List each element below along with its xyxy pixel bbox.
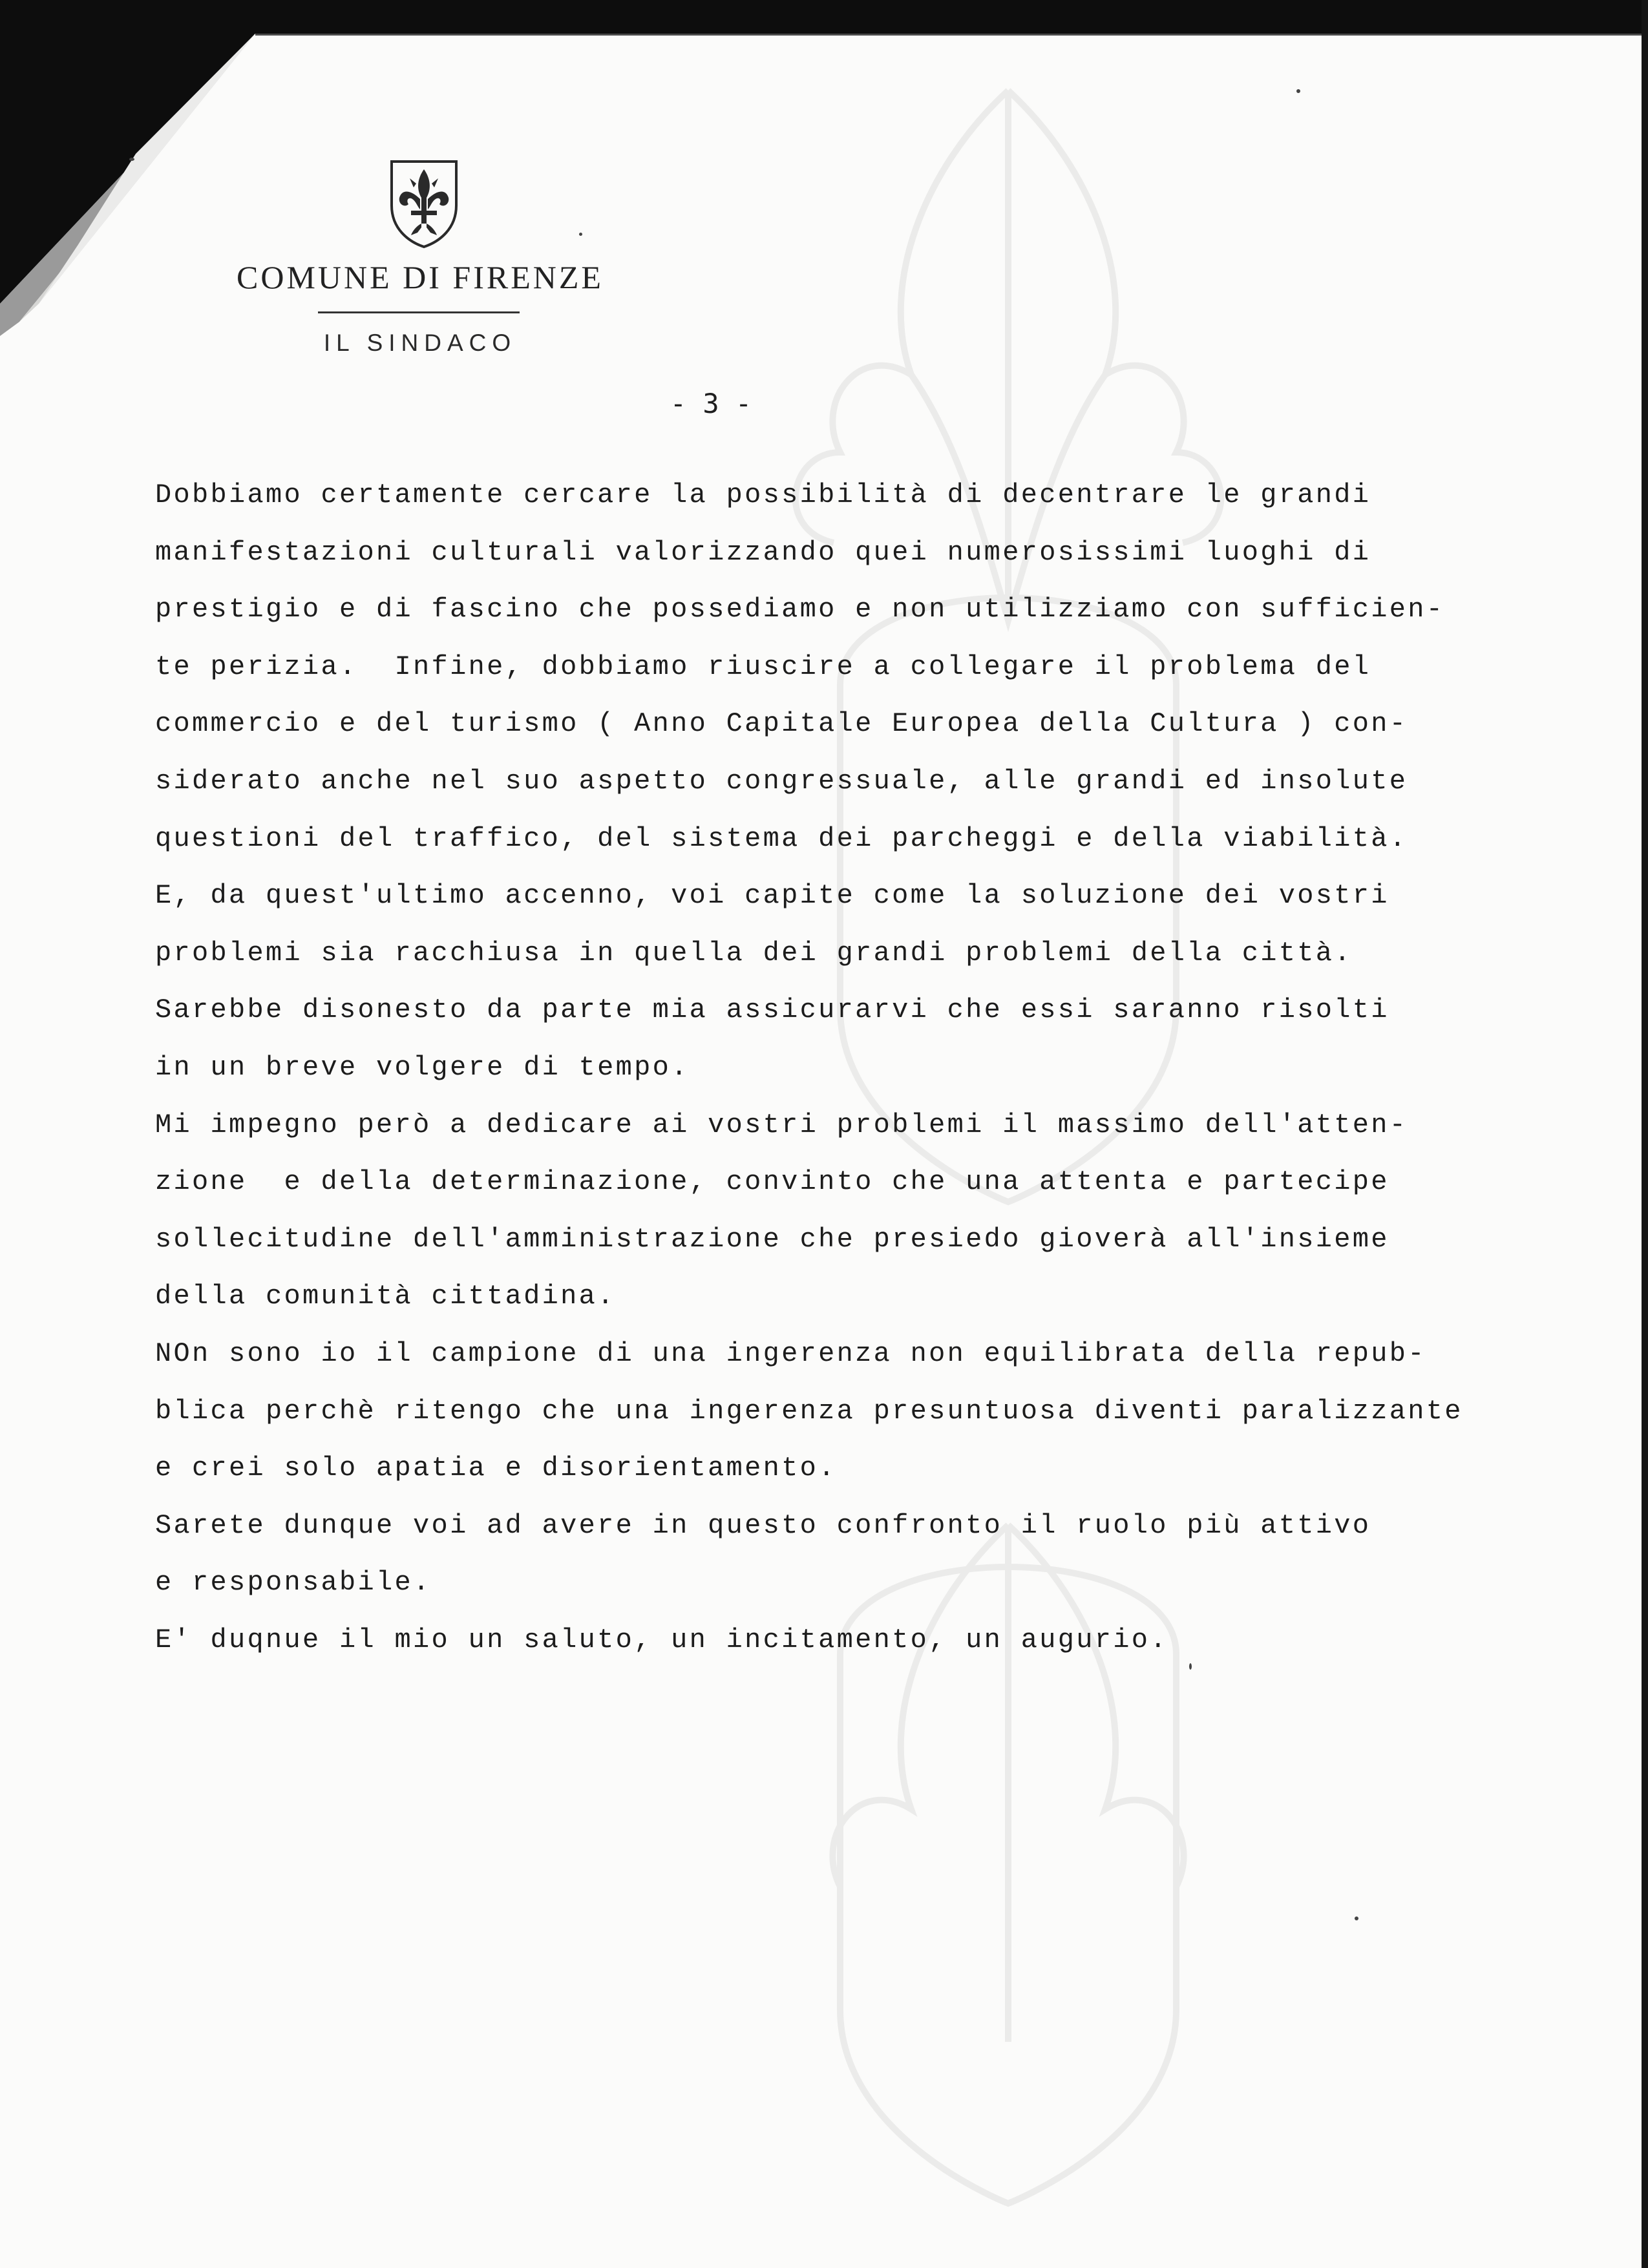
body-line: NOn sono io il campione di una ingerenza non equilibrata della repub- [155,1338,1426,1369]
body-line: E' duqnue il mio un saluto, un incitamento, un augurio. [155,1624,1168,1655]
paper-top-edge [255,34,1645,36]
body-line: siderato anche nel suo aspetto congressuale, alle grandi ed insolute [155,765,1408,797]
body-line: commercio e del turismo ( Anno Capitale Europea della Cultura ) con- [155,708,1408,740]
body-line: Sarebbe disonesto da parte mia assicurarvi che essi saranno risolti [155,994,1389,1026]
scan-speck [1189,1663,1192,1670]
body-line: E, da quest'ultimo accenno, voi capite come la soluzione dei vostri [155,880,1389,912]
body-line: della comunità cittadina. [155,1281,616,1312]
fleur-de-lis-crest-icon [388,159,460,249]
letterhead-divider [318,311,520,313]
body-line: questioni del traffico, del sistema dei parcheggi e della viabilità. [155,823,1408,854]
scan-speck [129,158,134,161]
scan-speck [1296,89,1300,93]
body-line: te perizia. Infine, dobbiamo riuscire a collegare il problema del [155,651,1371,682]
body-line: sollecitudine dell'amministrazione che presiedo gioverà all'insieme [155,1223,1389,1255]
letter-body [155,467,1564,1668]
body-line: Dobbiamo certamente cercare la possibilità di decentrare le grandi [155,479,1371,510]
scan-speck [1355,1916,1358,1920]
letterhead-subtitle: IL SINDACO [323,330,517,356]
body-line: in un breve volgere di tempo. [155,1051,690,1083]
scan-right-border [1642,0,1648,2268]
body-line: zione e della determinazione, convinto che una attenta e partecipe [155,1166,1389,1198]
page-number: - 3 - [670,388,752,419]
body-line: Mi impegno però a dedicare ai vostri problemi il massimo dell'atten- [155,1109,1408,1140]
body-line: manifestazioni culturali valorizzando quei numerosissimi luoghi di [155,536,1371,568]
body-line: Sarete dunque voi ad avere in questo confronto il ruolo più attivo [155,1509,1371,1541]
body-line: e responsabile. [155,1567,432,1599]
body-line: e crei solo apatia e disorientamento. [155,1453,837,1484]
body-line: blica perchè ritengo che una ingerenza presuntuosa diventi paralizzante [155,1395,1463,1427]
body-line: problemi sia racchiusa in quella dei grandi problemi della città. [155,937,1353,969]
scan-speck [579,233,582,236]
letterhead-title: COMUNE DI FIRENZE [237,259,604,295]
body-line: prestigio e di fascino che possediamo e non utilizziamo con sufficien- [155,594,1445,625]
